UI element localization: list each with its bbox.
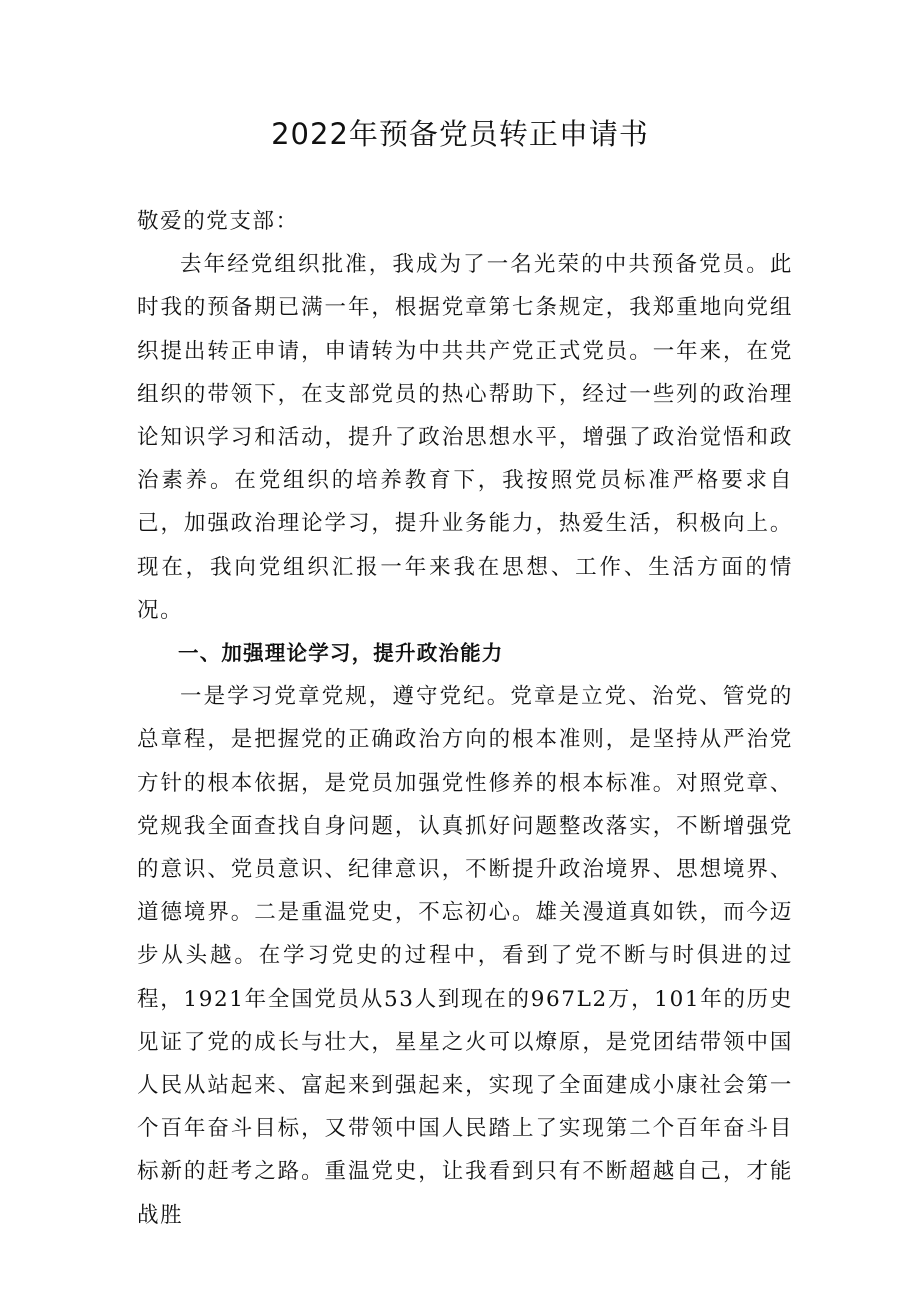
intro-paragraph: 去年经党组织批准，我成为了一名光荣的中共预备党员。此时我的预备期已满一年，根据党章第七条规定，我郑重地向党组织提出转正申请，申请转为中共共产党正式党员。一年来，在党组织的带领下，在支部党员的热心帮助下，经过一些列的政治理论知识学习和活动，提升了政治思想水平，增强了政治觉悟和政治素养。在党组织的培养教育下，我按照党员标准严格要求自己，加强政治理论学习，提升业务能力，热爱生活，积极向上。现在，我向党组织汇报一年来我在思想、工作、生活方面的情况。 (137, 252, 793, 623)
salutation: 敬爱的党支部： (137, 209, 299, 234)
section-paragraph: 一是学习党章党规，遵守党纪。党章是立党、治党、管党的总章程，是把握党的正确政治方向的根本准则，是坚持从严治党方针的根本依据，是党员加强党性修养的根本标准。对照党章、党规我全面查找自身问题，认真抓好问题整改落实，不断增强党的意识、党员意识、纪律意识，不断提升政治境界、思想境界、道德境界。二是重温党史，不忘初心。雄关漫道真如铁，而今迈步从头越。在学习党史的过程中，看到了党不断与时俱进的过程，1921年全国党员从53人到现在的967L2万，101年的历史见证了党的成长与壮大，星星之火可以燎原，是党团结带领中国人民从站起来、富起来到强起来，实现了全面建成小康社会第一个百年奋斗目标，又带领中国人民踏上了实现第二个百年奋斗目标新的赶考之路。重温党史，让我看到只有不断超越自己，才能战胜 (137, 684, 793, 1228)
document-body (137, 200, 793, 1237)
section-heading: 一、加强理论学习，提升政治能力 (178, 641, 504, 666)
document-title: 2022年预备党员转正申请书 (271, 117, 649, 151)
